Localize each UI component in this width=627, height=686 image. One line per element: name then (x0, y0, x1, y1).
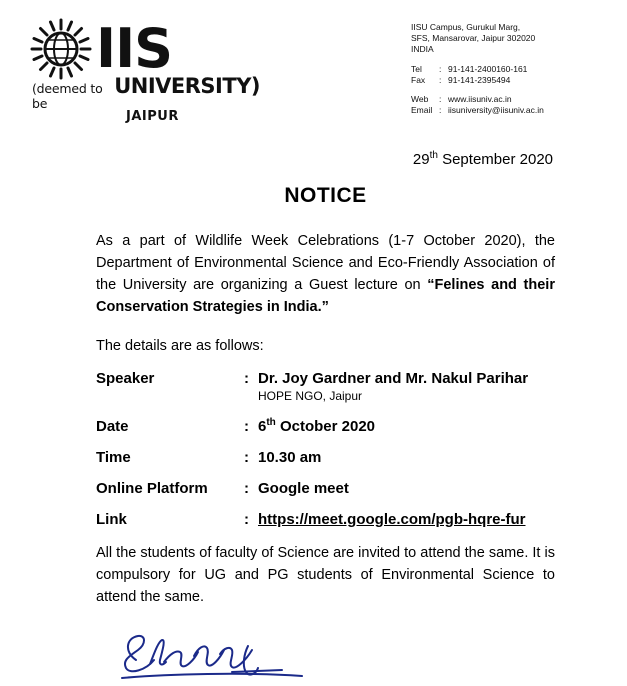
email-value[interactable]: iisuniversity@iisuniv.ac.in (448, 105, 544, 115)
detail-row-speaker (96, 370, 555, 403)
page-title: NOTICE (284, 184, 367, 207)
detail-label: Time (96, 449, 131, 466)
speaker-affiliation: HOPE NGO, Jaipur (258, 389, 363, 403)
detail-row-platform (96, 480, 555, 497)
detail-colon: : (244, 418, 249, 435)
letterhead (0, 0, 627, 124)
detail-colon: : (244, 511, 249, 528)
address-block (411, 18, 601, 116)
detail-value: Google meet (258, 480, 349, 497)
address-line: IISU Campus, Gurukul Marg, (411, 22, 521, 32)
detail-row-time (96, 449, 555, 466)
web-row (411, 105, 546, 116)
logo-acronym: IIS (96, 17, 173, 80)
institution-logo (30, 18, 260, 124)
detail-row-date (96, 417, 555, 435)
contact-row (411, 75, 529, 86)
detail-label: Date (96, 418, 129, 435)
detail-value (258, 417, 375, 435)
contact-value: 91-141-2395494 (448, 75, 511, 85)
contact-colon: : (439, 75, 442, 85)
event-date-suffix: th (266, 417, 276, 428)
address-line: SFS, Mansarovar, Jaipur 302020 (411, 33, 536, 43)
date-rest: September 2020 (437, 151, 553, 168)
contact-value: 91-141-2400160-161 (448, 64, 528, 74)
details-intro: The details are as follows: (96, 338, 264, 354)
contact-colon: : (439, 64, 442, 74)
lecture-title: “Felines and their Conservation Strategies in India.” (96, 277, 555, 315)
event-date-day: 6 (258, 418, 267, 435)
detail-label: Link (96, 511, 127, 528)
document-date (96, 150, 555, 168)
logo-row (30, 18, 172, 80)
logo-deemed-text: (deemed to be (32, 81, 103, 111)
contact-key: Tel (411, 64, 422, 74)
details-list (96, 370, 555, 528)
web-table (411, 94, 546, 116)
date-suffix: th (429, 150, 438, 161)
web-colon: : (439, 94, 442, 104)
detail-colon: : (244, 480, 249, 497)
detail-value: 10.30 am (258, 449, 322, 466)
detail-row-link (96, 511, 555, 528)
logo-subtitle (30, 74, 260, 111)
logo-university-text: UNIVERSITY) (114, 74, 260, 98)
detail-label: Online Platform (96, 480, 208, 497)
intro-text: As a part of Wildlife Week Celebrations (1-7 October 2020), the Department of Environmental Science and Eco-Friendly Association of the University are organizing a Guest lecture on (96, 233, 555, 293)
closing-paragraph: All the students of faculty of Science are invited to attend the same. It is compulsory for UG and PG students of Environmental Science to attend the same. (96, 545, 555, 605)
intro-paragraph (96, 230, 555, 318)
contact-row (411, 64, 529, 75)
logo-city: JAIPUR (126, 109, 179, 124)
detail-label: Speaker (96, 370, 155, 387)
detail-colon: : (244, 449, 249, 466)
signature-block (96, 626, 555, 686)
web-value[interactable]: www.iisuniv.ac.in (448, 94, 512, 104)
detail-value-group (258, 370, 528, 403)
contact-table (411, 64, 529, 86)
web-row (411, 94, 546, 105)
detail-value: Dr. Joy Gardner and Mr. Nakul Parihar (258, 370, 529, 387)
meeting-link[interactable]: https://meet.google.com/pgb-hqre-fur (258, 511, 526, 528)
event-date-rest: October 2020 (275, 418, 376, 435)
email-colon: : (439, 105, 442, 115)
address-line: INDIA (411, 44, 434, 54)
web-key: Web (411, 94, 429, 104)
date-day: 29 (412, 151, 430, 168)
iis-globe-logo-icon (30, 18, 92, 80)
contact-key: Fax (411, 75, 426, 85)
detail-colon: : (244, 370, 249, 387)
email-key: Email (411, 105, 433, 115)
handwritten-signature-icon (106, 626, 555, 684)
document-body (0, 150, 627, 686)
